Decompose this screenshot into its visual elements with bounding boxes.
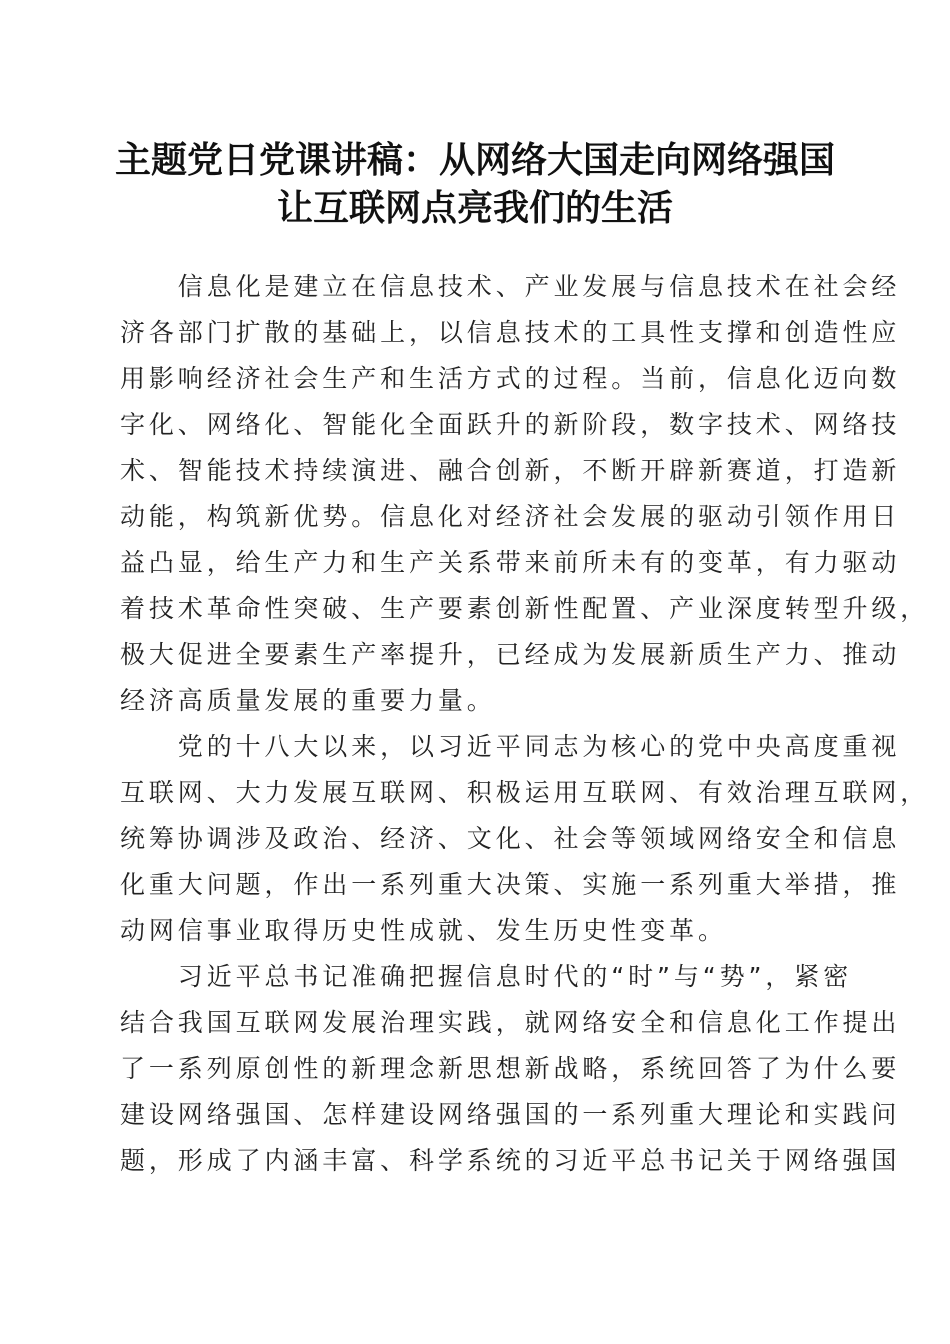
paragraph-line: 着技术革命性突破、生产要素创新性配置、产业深度转型升级， <box>120 594 930 623</box>
body-paragraph <box>120 954 901 1184</box>
paragraph-line: 互联网、大力发展互联网、积极运用互联网、有效治理互联网， <box>120 778 930 807</box>
body-paragraph <box>120 724 930 954</box>
paragraph-line: 经济高质量发展的重要力量。 <box>120 686 496 715</box>
document-title-line-2: 让互联网点亮我们的生活 <box>276 187 673 229</box>
paragraph-line: 用影响经济社会生产和生活方式的过程。当前，信息化迈向数 <box>120 364 901 393</box>
paragraph-line: 习近平总书记准确把握信息时代的“时”与“势”，紧密 <box>177 962 853 991</box>
paragraph-line: 极大促进全要素生产率提升，已经成为发展新质生产力、推动 <box>120 640 901 669</box>
paragraph-line: 统筹协调涉及政治、经济、文化、社会等领域网络安全和信息 <box>120 824 901 853</box>
paragraph-line: 信息化是建立在信息技术、产业发展与信息技术在社会经 <box>177 272 901 301</box>
body-paragraph <box>120 264 930 724</box>
paragraph-line: 化重大问题，作出一系列重大决策、实施一系列重大举措，推 <box>120 870 901 899</box>
paragraph-line: 建设网络强国、怎样建设网络强国的一系列重大理论和实践问 <box>120 1100 901 1129</box>
paragraph-line: 题，形成了内涵丰富、科学系统的习近平总书记关于网络强国 <box>120 1146 901 1175</box>
paragraph-line: 了一系列原创性的新理念新思想新战略，系统回答了为什么要 <box>120 1054 901 1083</box>
paragraph-line: 济各部门扩散的基础上，以信息技术的工具性支撑和创造性应 <box>120 318 901 347</box>
paragraph-line: 动网信事业取得历史性成就、发生历史性变革。 <box>120 916 727 945</box>
paragraph-line: 党的十八大以来，以习近平同志为核心的党中央高度重视 <box>177 732 901 761</box>
paragraph-line: 字化、网络化、智能化全面跃升的新阶段，数字技术、网络技 <box>120 410 901 439</box>
document-title-line-1: 主题党日党课讲稿：从网络大国走向网络强国 <box>114 139 835 181</box>
paragraph-line: 结合我国互联网发展治理实践，就网络安全和信息化工作提出 <box>120 1008 901 1037</box>
document-body <box>120 264 930 1184</box>
paragraph-line: 动能，构筑新优势。信息化对经济社会发展的驱动引领作用日 <box>120 502 901 531</box>
paragraph-line: 术、智能技术持续演进、融合创新，不断开辟新赛道，打造新 <box>120 456 901 485</box>
paragraph-line: 益凸显，给生产力和生产关系带来前所未有的变革，有力驱动 <box>120 548 901 577</box>
